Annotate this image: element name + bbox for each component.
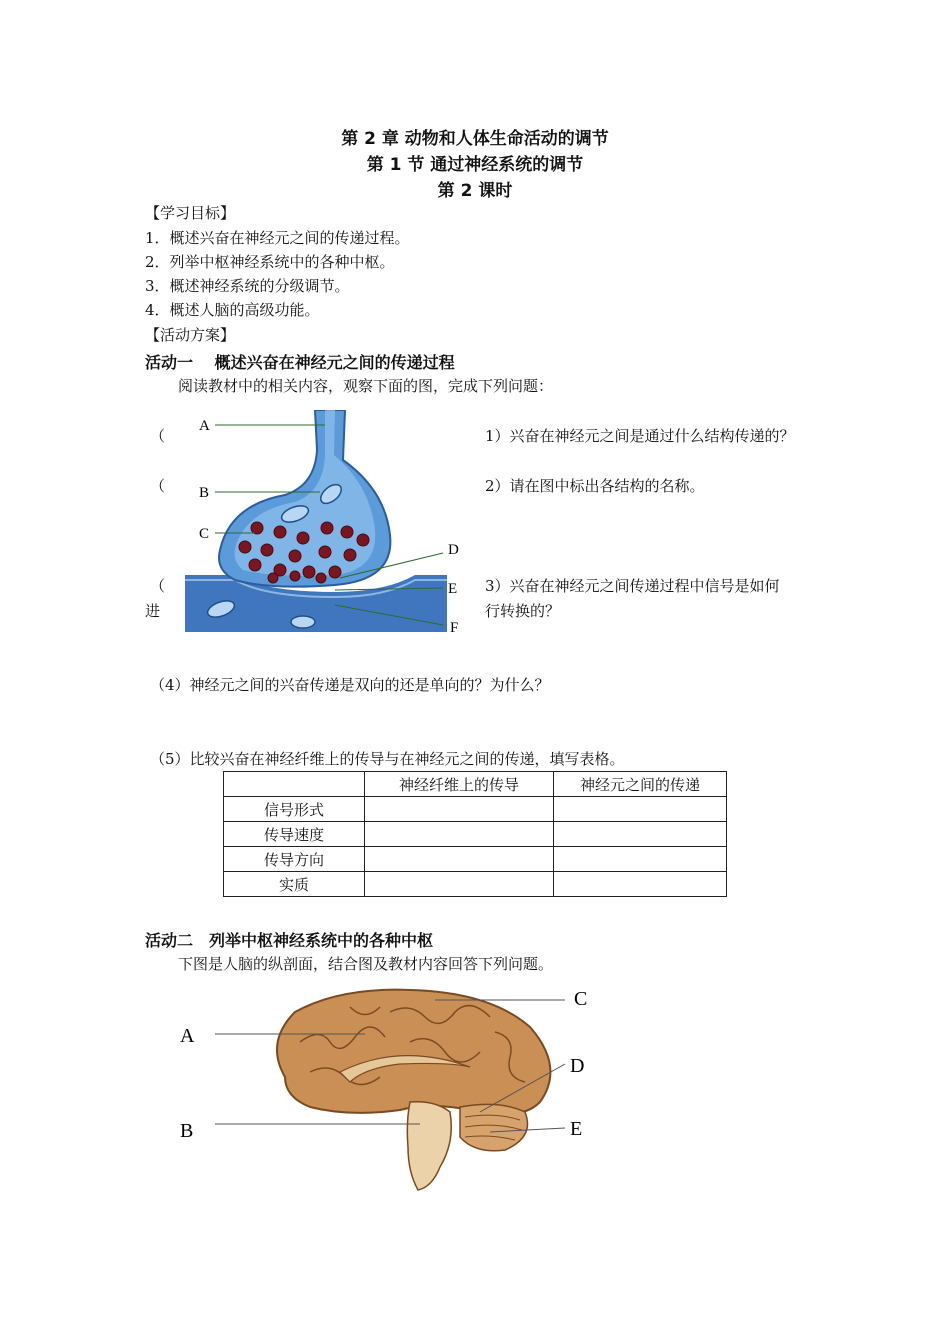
goal-item: 2．列举中枢神经系统中的各种中枢。 <box>145 253 395 271</box>
answer-cell[interactable] <box>365 797 554 822</box>
left-fragment: （ <box>150 477 166 495</box>
row-label: 实质 <box>224 872 365 897</box>
section-title: 第 1 节 通过神经系统的调节 <box>366 155 584 175</box>
question-1: 1）兴奋在神经元之间是通过什么结构传递的？ <box>485 427 795 445</box>
brain-label-e: E <box>570 1118 583 1140</box>
figure-label-a: A <box>199 418 210 434</box>
activity1-title: 活动一 概述兴奋在神经元之间的传递过程 <box>145 353 455 372</box>
brain-label-a: A <box>180 1025 195 1047</box>
question-4: （4）神经元之间的兴奋传递是双向的还是单向的？为什么？ <box>150 676 550 694</box>
answer-cell[interactable] <box>554 847 727 872</box>
table-row <box>224 797 727 822</box>
comparison-table <box>223 771 727 897</box>
row-label: 信号形式 <box>224 797 365 822</box>
figure-label-d: D <box>448 542 459 558</box>
row-label: 传导方向 <box>224 847 365 872</box>
question-3-line2: 行转换的？ <box>485 602 561 620</box>
lesson-title: 第 2 课时 <box>437 181 513 201</box>
goal-item: 1．概述兴奋在神经元之间的传递过程。 <box>145 229 410 247</box>
goal-item: 3．概述神经系统的分级调节。 <box>145 277 350 295</box>
answer-cell[interactable] <box>365 872 554 897</box>
cerebellum <box>460 1104 528 1150</box>
answer-cell[interactable] <box>554 822 727 847</box>
synapse-diagram <box>185 410 485 640</box>
table-header-cell <box>224 772 365 797</box>
left-fragment: 进 <box>145 602 161 620</box>
figure-label-c: C <box>199 526 210 542</box>
table-header-row <box>224 772 727 797</box>
figure-label-b: B <box>199 485 210 501</box>
answer-cell[interactable] <box>365 847 554 872</box>
row-label: 传导速度 <box>224 822 365 847</box>
answer-cell[interactable] <box>554 797 727 822</box>
figure-label-f: F <box>450 620 459 636</box>
brain-label-b: B <box>180 1120 194 1142</box>
answer-cell[interactable] <box>365 822 554 847</box>
figure-label-e: E <box>448 581 458 597</box>
question-2: 2）请在图中标出各结构的名称。 <box>485 477 705 495</box>
question-3-line1: 3）兴奋在神经元之间传递过程中信号是如何 <box>485 577 780 595</box>
brain-label-d: D <box>570 1055 585 1077</box>
activity2-title: 活动二 列举中枢神经系统中的各种中枢 <box>145 931 434 950</box>
chapter-title: 第 2 章 动物和人体生命活动的调节 <box>341 129 609 149</box>
table-row <box>224 847 727 872</box>
table-header-cell: 神经纤维上的传导 <box>365 772 554 797</box>
left-fragment: （ <box>150 577 166 595</box>
mitochondrion <box>291 616 315 628</box>
plan-heading: 【活动方案】 <box>145 326 236 344</box>
table-header-cell: 神经元之间的传递 <box>554 772 727 797</box>
left-fragment: （ <box>150 427 166 445</box>
table-row <box>224 822 727 847</box>
goal-item: 4．概述人脑的高级功能。 <box>145 301 320 319</box>
brain-sagittal-diagram <box>170 982 610 1194</box>
answer-cell[interactable] <box>554 872 727 897</box>
question-5: （5）比较兴奋在神经纤维上的传导与在神经元之间的传递，填写表格。 <box>150 750 625 768</box>
table-row <box>224 872 727 897</box>
activity2-intro: 下图是人脑的纵剖面，结合图及教材内容回答下列问题。 <box>178 955 554 973</box>
brain-label-c: C <box>574 988 588 1010</box>
goals-heading: 【学习目标】 <box>145 204 236 222</box>
activity1-intro: 阅读教材中的相关内容，观察下面的图，完成下列问题： <box>178 377 554 395</box>
